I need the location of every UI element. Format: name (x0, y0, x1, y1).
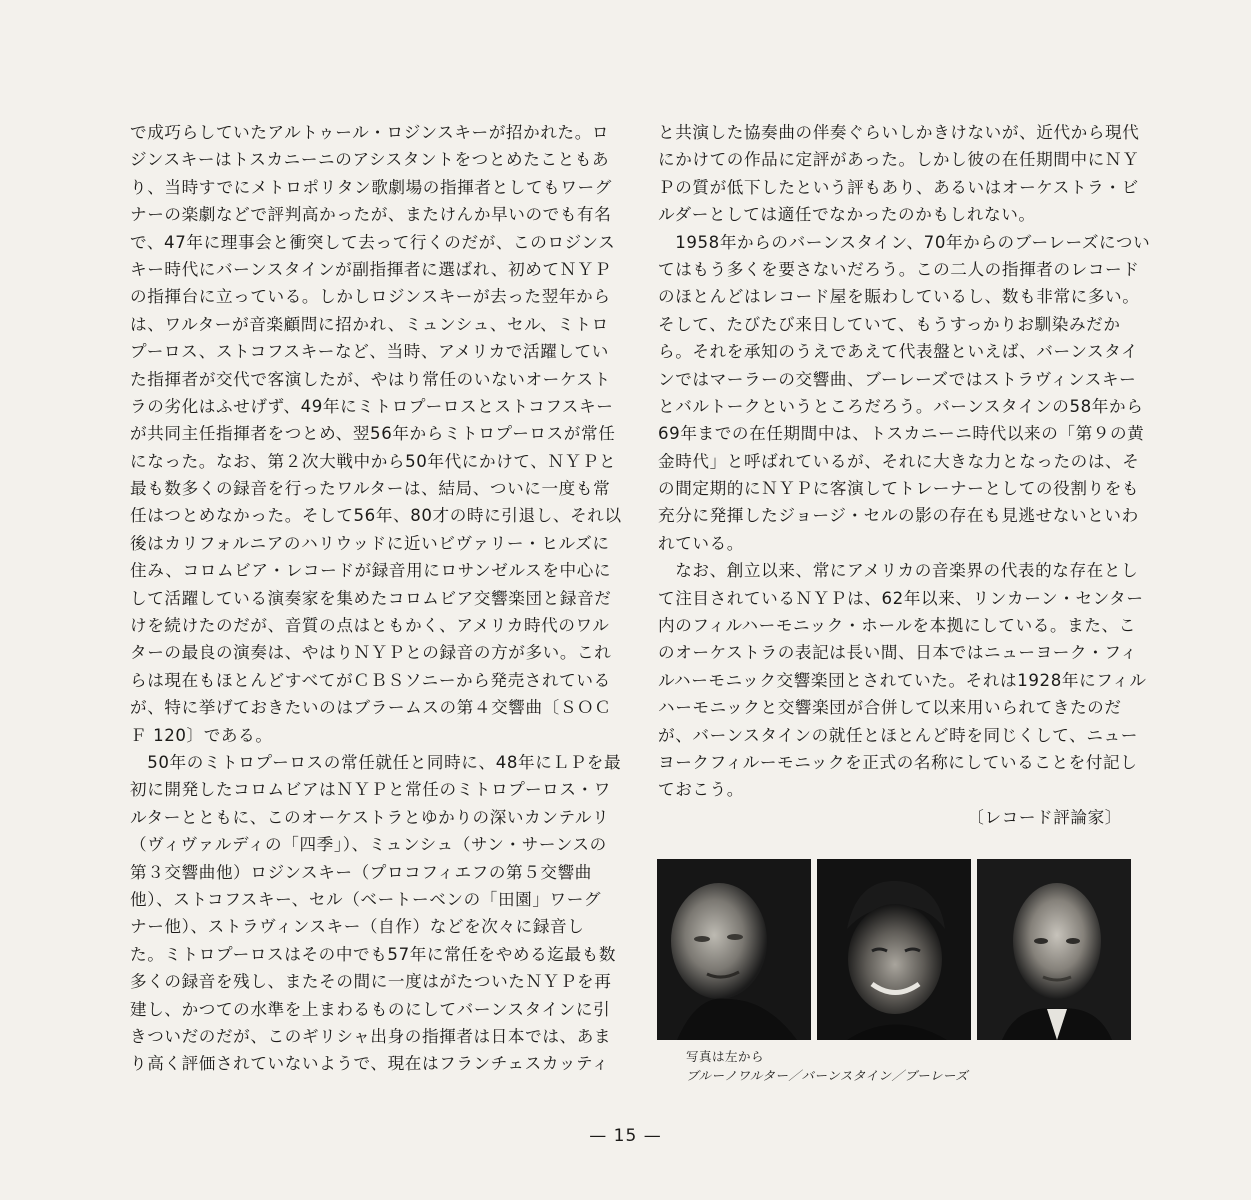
text-line: ハーモニックと交響楽団が合併して以来用いられてきたのだ (658, 698, 1122, 718)
text-line: ターの最良の演奏は、やはりＮＹＰとの録音の方が多い。これ (130, 643, 612, 663)
photo-strip (657, 859, 1131, 1040)
text-line: 任はつとめなかった。そして56年、80才の時に引退し、それ以 (130, 506, 622, 526)
text-line: 住み、コロムビア・レコードが録音用にロサンゼルスを中心に (130, 561, 612, 581)
caption-line-2: ブルーノワルター／バーンスタイン／ブーレーズ (686, 1068, 969, 1083)
text-line: の間定期的にＮＹＰに客演してトレーナーとしての役割りをも (658, 479, 1140, 499)
text-line: 初に開発したコロムビアはＮＹＰと常任のミトロプーロス・ワ (130, 780, 611, 800)
text-line: ルハーモニック交響楽団とされていた。それは1928年にフィル (658, 670, 1147, 690)
text-line: Ｐの質が低下したという評もあり、あるいはオーケストラ・ビ (658, 177, 1139, 197)
right-column (658, 119, 1151, 831)
page-number: — 15 — (589, 1126, 662, 1146)
text-line: ておこう。 (658, 780, 744, 800)
text-line: （ヴィヴァルディの「四季」）、ミュンシュ（サン・サーンスの (130, 835, 607, 855)
text-line: が、バーンスタインの就任とほとんど時を同じくして、ニュー (658, 725, 1138, 745)
text-line: の指揮台に立っている。しかしロジンスキーが去った翌年から (130, 287, 611, 307)
text-line: れている。 (658, 533, 744, 553)
photo-caption (686, 1047, 968, 1085)
photo-boulez (977, 859, 1131, 1040)
text-line: らは現在もほとんどすべてがＣＢＳソニーから発売されている (130, 670, 611, 690)
text-line: キー時代にバーンスタインが副指揮者に選ばれ、初めてＮＹＰ (130, 259, 612, 279)
text-line: が、特に挙げておきたいのはブラームスの第４交響曲〔ＳＯＣ (130, 698, 612, 718)
text-line: ルダーとしては適任でなかったのかもしれない。 (658, 205, 1036, 225)
text-line: り、当時すでにメトロポリタン歌劇場の指揮者としてもワーグ (130, 177, 612, 197)
text-line: た指揮者が交代で客演したが、やはり常任のいないオーケスト (130, 369, 611, 389)
text-line: ラの劣化はふせげず、49年にミトロプーロスとストコフスキー (130, 396, 614, 416)
text-line: てはもう多くを要さないだろう。この二人の指揮者のレコード (658, 259, 1140, 279)
text-line: 50年のミトロプーロスの常任就任と同時に、48年にＬＰを最 (130, 752, 622, 772)
text-line: 後はカリフォルニアのハリウッドに近いビヴァリー・ヒルズに (130, 533, 610, 553)
photo-bernstein (817, 859, 971, 1040)
text-line: 69年までの在任期間中は、トスカニーニ時代以来の「第９の黄 (658, 424, 1145, 444)
author-signature: 〔レコード評論家〕 (967, 807, 1122, 827)
text-line: 充分に発揮したジョージ・セルの影の存在も見逃せないといわ (658, 506, 1139, 526)
photo-bruno-walter (657, 859, 811, 1040)
text-line: 建し、かつての水準を上まわるものにしてバーンスタインに引 (130, 999, 611, 1019)
text-line: ヨークフィルーモニックを正式の名称にしていることを付記し (658, 752, 1138, 772)
text-line: なお、創立以来、常にアメリカの音楽界の代表的な存在とし (658, 561, 1139, 581)
text-line: と共演した協奏曲の伴奏ぐらいしかきけないが、近代から現代 (658, 123, 1140, 142)
text-line: ジンスキーはトスカニーニのアシスタントをつとめたこともあ (130, 150, 610, 170)
text-line: Ｆ 120〕である。 (130, 725, 273, 745)
text-line: にかけての作品に定評があった。しかし彼の在任期間中にＮＹ (658, 150, 1140, 170)
text-line: て注目されているＮＹＰは、62年以来、リンカーン・センター (658, 588, 1144, 608)
caption-line-1: 写真は左から (686, 1049, 765, 1064)
text-line: ら。それを承知のうえであえて代表盤といえば、バーンスタイ (658, 342, 1139, 362)
text-line: 金時代」と呼ばれているが、それに大きな力となったのは、そ (658, 451, 1140, 471)
text-line: た。ミトロプーロスはその中でも57年に常任をやめる迄最も数 (130, 944, 617, 964)
text-line: ナー他）、ストラヴィンスキー（自作）などを次々に録音し (130, 917, 585, 937)
left-column (130, 119, 622, 1078)
text-line: 内のフィルハーモニック・ホールを本拠にしている。また、こ (658, 616, 1136, 636)
text-line: のほとんどはレコード屋を賑わしているし、数も非常に多い。 (658, 287, 1140, 307)
text-line: ルターとともに、このオーケストラとゆかりの深いカンテルリ (130, 807, 610, 827)
text-line: が共同主任指揮者をつとめ、翌56年からミトロプーロスが常任 (130, 424, 616, 444)
text-line: とバルトークというところだろう。バーンスタインの58年から (658, 396, 1144, 416)
text-line: そして、たびたび来日していて、もうすっかりお馴染みだか (658, 314, 1121, 334)
text-line: は、ワルターが音楽顧問に招かれ、ミュンシュ、セル、ミトロ (130, 314, 609, 334)
text-line: で成巧らしていたアルトゥール・ロジンスキーが招かれた。ロ (130, 123, 610, 142)
text-line: で、47年に理事会と衝突して去って行くのだが、このロジンス (130, 232, 616, 252)
text-line: り高く評価されていないようで、現在はフランチェスカッティ (130, 1054, 610, 1074)
text-line: 1958年からのバーンスタイン、70年からのブーレーズについ (658, 232, 1151, 252)
text-line: して活躍している演奏家を集めたコロムビア交響楽団と録音だ (130, 588, 612, 608)
text-line: 第３交響曲他）ロジンスキー（プロコフィエフの第５交響曲 (130, 862, 592, 882)
text-line: 最も数多くの録音を行ったワルターは、結局、ついに一度も常 (130, 479, 611, 499)
text-line: きついだのだが、このギリシャ出身の指揮者は日本では、あま (130, 1026, 612, 1046)
text-line: ナーの楽劇などで評判高かったが、またけんか早いのでも有名 (130, 205, 612, 225)
text-line: プーロス、ストコフスキーなど、当時、アメリカで活躍してい (130, 342, 609, 362)
text-line: 多くの録音を残し、またその間に一度はがたついたＮＹＰを再 (130, 972, 612, 992)
text-line: のオーケストラの表記は長い間、日本ではニューヨーク・フィ (658, 643, 1138, 663)
text-line: ンではマーラーの交響曲、ブーレーズではストラヴィンスキー (658, 369, 1137, 389)
text-line: 他）、ストコフスキー、セル（ベートーベンの「田園」ワーグ (130, 889, 602, 909)
text-line: けを続けたのだが、音質の点はともかく、アメリカ時代のワル (130, 616, 610, 636)
text-line: になった。なお、第２次大戦中から50年代にかけて、ＮＹＰと (130, 451, 617, 471)
